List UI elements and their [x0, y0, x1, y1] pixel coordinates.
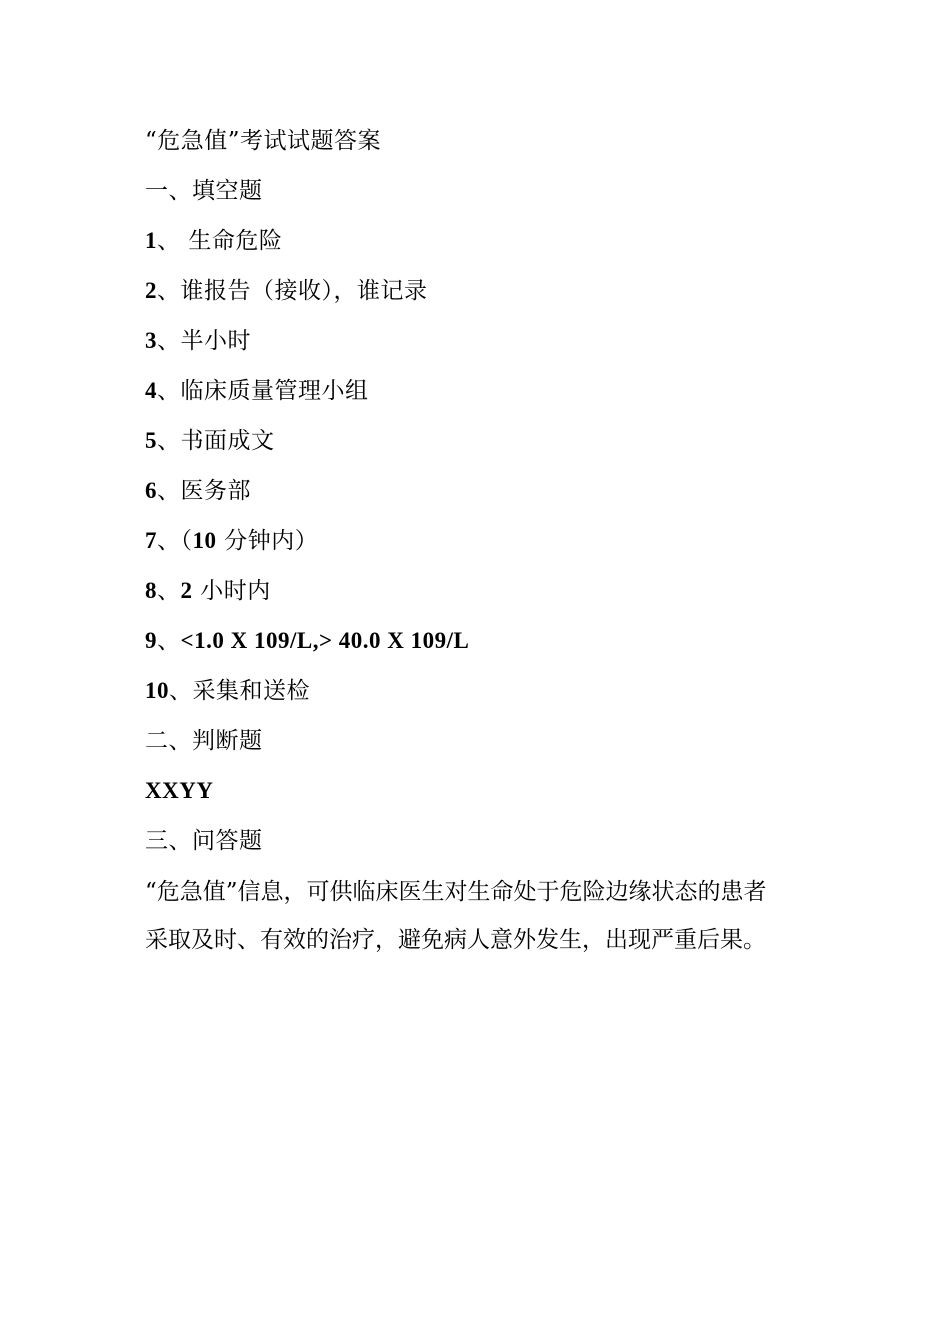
item-number: 2 [145, 278, 157, 303]
item-number: 3 [145, 328, 157, 353]
item-separator: 、 [157, 628, 181, 654]
item-text: 医务部 [180, 478, 251, 504]
item-text: 生命危险 [188, 228, 283, 254]
item-separator: 、 [157, 278, 181, 304]
item-number: 7 [145, 528, 157, 553]
item-separator: 、 [157, 478, 181, 504]
item-text: 小时内 [192, 578, 271, 604]
item-bold-value: <1.0 X 109/L,> 40.0 X 109/L [180, 628, 470, 653]
item-bold-value: 2 [180, 578, 193, 603]
fill-answer-3 [145, 316, 815, 366]
item-text: 书面成文 [180, 428, 275, 454]
item-separator: 、 [157, 328, 181, 354]
qa-answer-line-1: “危急值”信息，可供临床医生对生命处于危险边缘状态的患者 [145, 879, 767, 905]
section-heading-judgement: 二、判断题 [145, 728, 263, 754]
item-separator: 、 [157, 578, 181, 604]
item-separator: 、（ [157, 528, 193, 554]
item-text: 采集和送检 [192, 678, 310, 704]
fill-answer-5 [145, 416, 815, 466]
fill-answer-8 [145, 566, 815, 616]
item-number: 6 [145, 478, 157, 503]
fill-answer-9 [145, 616, 815, 666]
item-separator: 、 [169, 678, 193, 704]
item-separator: 、 [157, 228, 189, 254]
fill-answer-7 [145, 516, 815, 566]
fill-answer-2 [145, 266, 815, 316]
item-number: 8 [145, 578, 157, 603]
fill-answer-1 [145, 216, 815, 266]
item-text: 谁报告（接收），谁记录 [180, 278, 428, 304]
item-separator: 、 [157, 428, 181, 454]
item-text: 分钟内） [216, 528, 319, 554]
item-number: 5 [145, 428, 157, 453]
section-heading-fill-in: 一、填空题 [145, 178, 263, 204]
document-content [145, 116, 815, 964]
item-number: 1 [145, 228, 157, 253]
qa-answer-line-2: 采取及时、有效的治疗，避免病人意外发生，出现严重后果。 [145, 927, 766, 953]
fill-answer-10 [145, 666, 815, 716]
item-number: 4 [145, 378, 157, 403]
qa-answer-paragraph [145, 868, 815, 964]
fill-answer-4 [145, 366, 815, 416]
fill-answer-6 [145, 466, 815, 516]
item-text: 半小时 [180, 328, 251, 354]
item-number: 9 [145, 628, 157, 653]
item-bold-value: 10 [192, 528, 217, 553]
judgement-answer: XXYY [145, 778, 214, 803]
section-heading-qa: 三、问答题 [145, 828, 263, 854]
item-separator: 、 [157, 378, 181, 404]
item-text: 临床质量管理小组 [180, 378, 369, 404]
document-title: “危急值”考试试题答案 [145, 128, 382, 154]
item-number: 10 [145, 678, 169, 703]
